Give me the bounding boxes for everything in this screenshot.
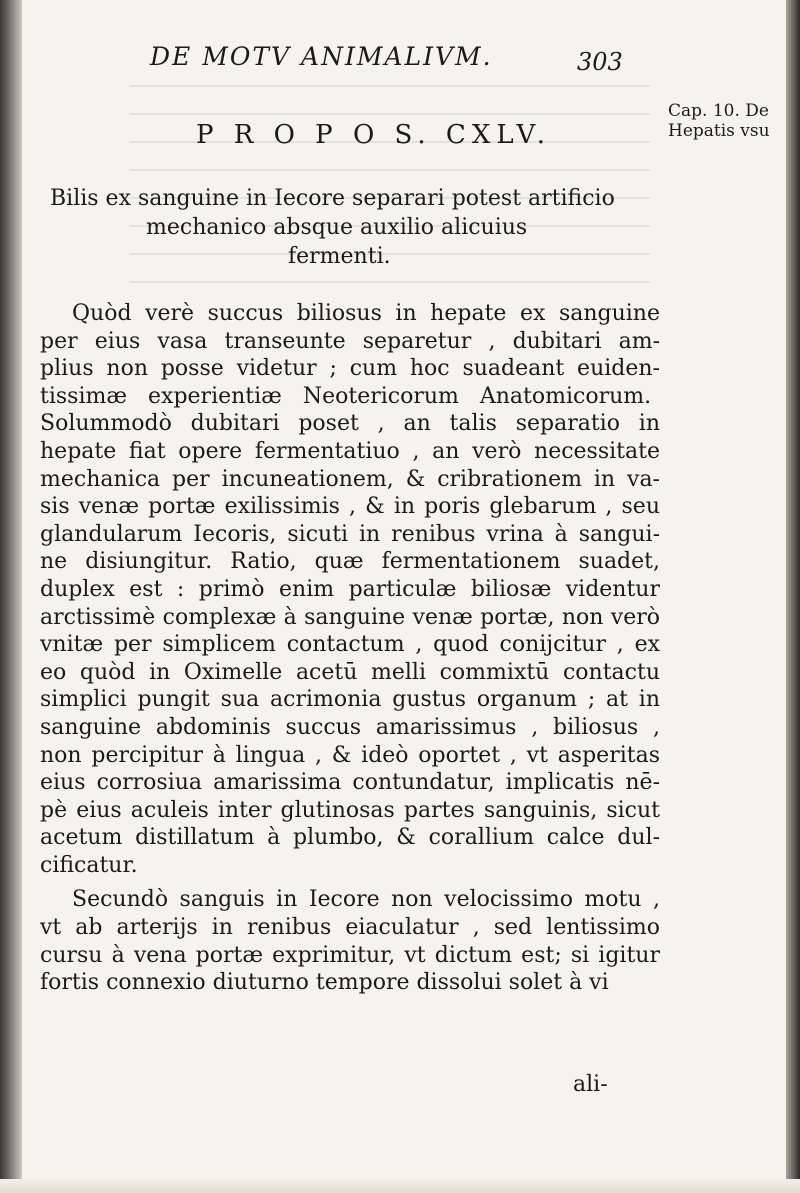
text-line: arctissimè complexæ à sanguine venæ portæ, non verò: [40, 604, 660, 630]
catchword: ali-: [573, 1072, 608, 1097]
text-line: vnitæ per simplicem contactum , quod conijcitur , ex: [40, 632, 660, 658]
statement-line: mechanico absque auxilio alicuius: [146, 215, 528, 240]
proposition-statement: [50, 184, 670, 271]
running-head: DE MOTV ANIMALIVM.: [150, 42, 493, 71]
text-line: sanguine abdominis succus amarissimus , biliosus ,: [40, 714, 660, 740]
page-edge-shadow: [786, 0, 800, 1193]
statement-line: Bilis ex sanguine in Iecore separari potest artificio: [50, 186, 615, 211]
text-line: hepate fiat opere fermentatiuo , an verò necessitate: [40, 438, 660, 464]
page-bottom-edge: [0, 1179, 800, 1193]
text-line: cificatur.: [40, 852, 138, 878]
text-line: sis venæ portæ exilissimis , & in poris glebarum , seu: [40, 494, 660, 520]
text-line: eius corrosiua amarissima contundatur, implicatis nē-: [40, 770, 660, 796]
text-line: ne disiungitur. Ratio, quæ fermentationem suadet,: [40, 549, 660, 575]
text-line: glandularum Iecoris, sicuti in renibus vrina à sangui-: [40, 521, 660, 547]
text-line: mechanica per incuneationem, & cribrationem in va-: [40, 466, 660, 492]
text-line: Solummodò dubitari poset , an talis separatio in: [40, 411, 660, 437]
text-line: per eius vasa transeunte separetur , dubitari am-: [40, 328, 660, 354]
margin-note-line: Hepatis vsu: [668, 121, 770, 141]
book-spine-shadow: [0, 0, 22, 1193]
text-line: non percipitur à lingua , & ideò oportet , vt asperitas: [40, 742, 660, 768]
statement-line: fermenti.: [288, 244, 391, 269]
text-line: duplex est : primò enim particulæ biliosæ videntur: [40, 576, 660, 602]
text-line: acetum distillatum à plumbo, & corallium calce dul-: [40, 825, 660, 851]
text-line: pè eius aculeis inter glutinosas partes sanguinis, sicut: [40, 797, 660, 823]
text-line: Quòd verè succus biliosus in hepate ex sanguine: [72, 301, 660, 326]
proposition-title: P R O P O S. CXLV.: [196, 120, 552, 150]
text-line: fortis connexio diuturno tempore dissolui solet à vi: [40, 970, 609, 996]
text-line: tissimæ experientiæ Neotericorum Anatomicorum.: [40, 383, 652, 409]
text-line: cursu à vena portæ exprimitur, vt dictum est; si igitur: [40, 942, 660, 968]
margin-note: [668, 101, 796, 141]
body-text: [40, 300, 660, 997]
margin-note-line: Cap. 10. De: [668, 101, 769, 121]
page-number: 303: [577, 48, 623, 76]
text-line: vt ab arterijs in renibus eiaculatur , sed lentissimo: [40, 915, 660, 941]
text-line: plius non posse videtur ; cum hoc suadeant euiden-: [40, 356, 660, 382]
text-line: simplici pungit sua acrimonia gustus organum ; at in: [40, 687, 660, 713]
text-line: Secundò sanguis in Iecore non velocissimo motu ,: [72, 887, 660, 913]
text-line: eo quòd in Oximelle acetū melli commixtū contactu: [40, 659, 660, 685]
